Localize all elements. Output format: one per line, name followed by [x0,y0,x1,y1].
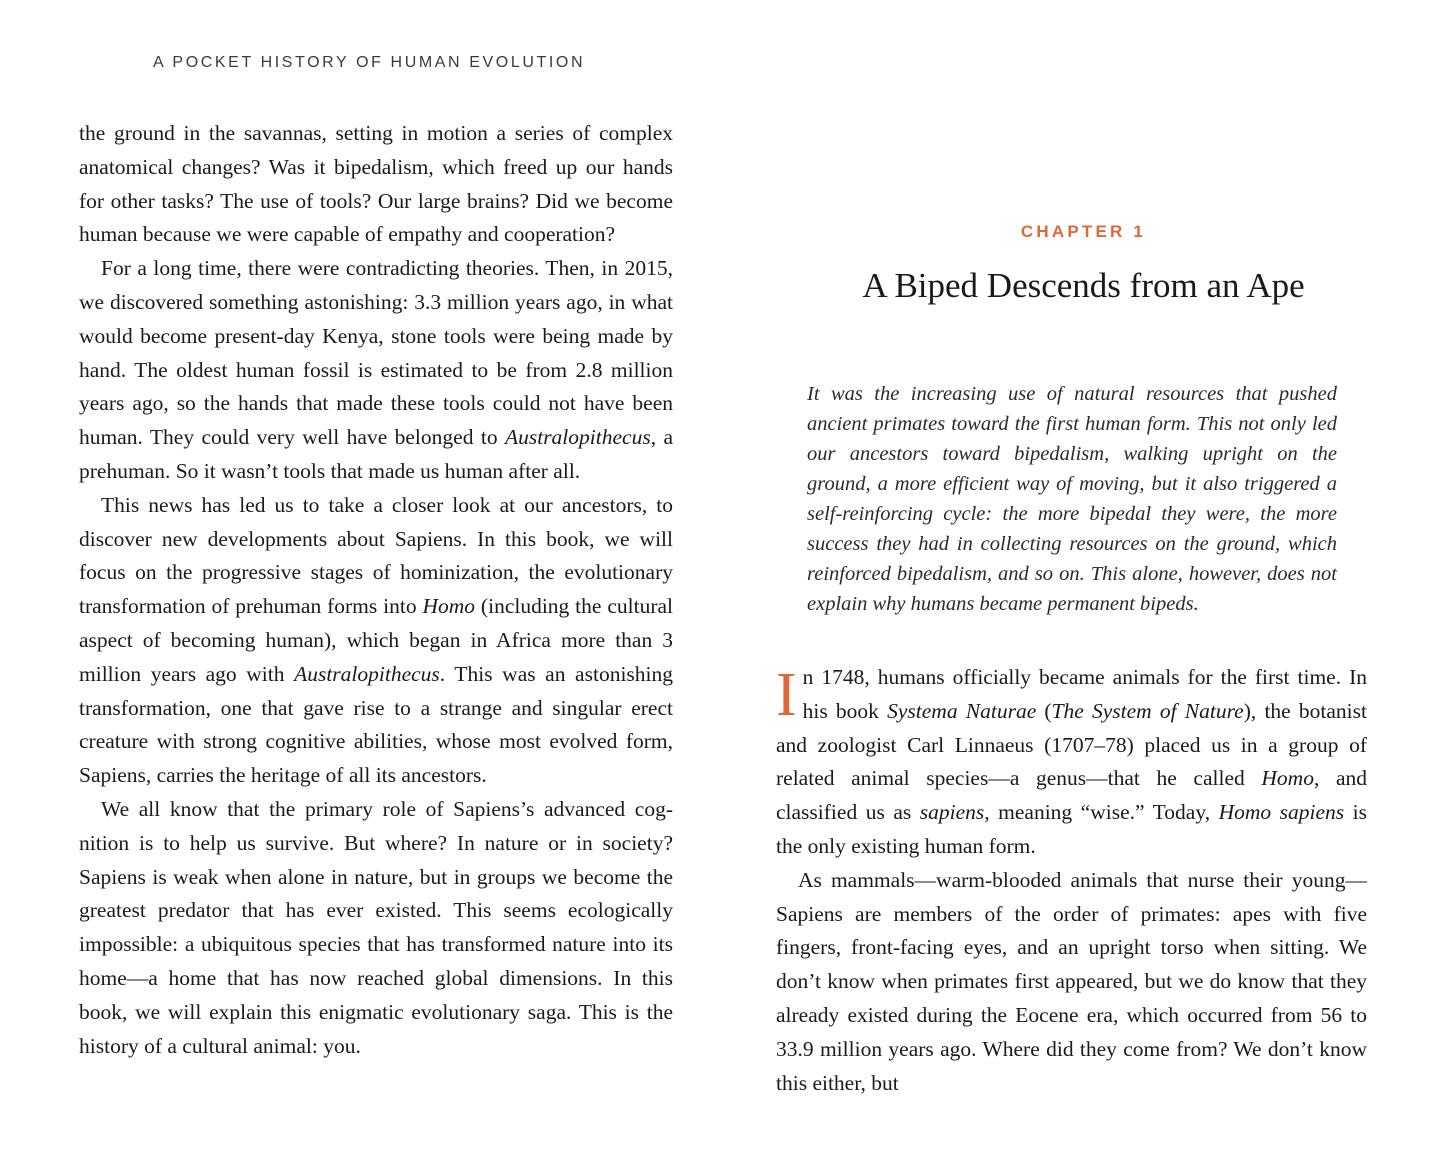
italic-text: Homo [1261,766,1314,791]
chapter-title: A Biped Descends from an Ape [862,266,1305,305]
text-run: (including the cultural aspect of becoming human), which began in Africa more than 3 million years ago with [79,594,673,686]
paragraph [79,793,673,1063]
left-page [0,0,722,1154]
text-run: We all know that the primary role of Sapiens’s advanced cognition is to help us survive. But where? In nature or in society? Sapiens is weak when alone in nature, but in groups we become the greatest predator that has ever existed. This seems ecologically impossible: a ubiquitous species that has transformed nature into its home—a home that has now reached global dimensions. In this book, we will explain this enigmatic evolutionary saga. This is the history of a cultural animal: you. [79,796,673,1058]
italic-text: The System of Nature [1051,698,1244,723]
italic-text: sapiens [919,800,985,825]
chapter-epigraph: It was the increasing use of natural resources that pushed ancient primates toward the first human form. This not only led our ancestors toward bipedalism, walking upright on the ground, a more efficient way of moving, but it also triggered a self-reinforcing cycle: the more bipedal they were, the more success they had in collecting resources on the ground, which reinforced bipedalism, and so on. This alone, however, does not explain why humans became permanent bipeds. [807,383,1337,615]
text-run: ), the botanist and zoologist Carl Linnaeus (1707–78) placed us in a group of related animal species—a genus—that he called [776,698,1367,791]
chapter-body-text [776,661,1367,1100]
text-run: the ground in the savannas, setting in motion a series of complex anatomical changes? Was it bipedalism, which freed up our hands for other tasks? The use of tools? Our large brains? Did we become human because we were capable of empathy and cooperation? [79,121,673,247]
text-run: is the only existing human form. [776,800,1367,858]
right-page [722,0,1445,1154]
italic-text: Systema Naturae [887,698,1037,723]
paragraph [79,252,673,489]
paragraph [79,117,673,252]
left-body-text [79,117,673,1063]
text-run: ( [1036,698,1052,723]
chapter-label: CHAPTER 1 [1020,222,1147,241]
text-run: As mammals—warm-blooded animals that nurse their young—Sapiens are members of the order of primates: apes with five fingers, front-facing eyes, and an upright torso when sitting. We don’t know when primates first appeared, but we do know that they already existed during the Eocene era, which occurred from 56 to 33.9 million years ago. Where did they come from? We don’t know this either, but [776,867,1367,1095]
text-run: , and classified us as [776,766,1367,825]
paragraph-opening [776,661,1367,864]
italic-text: Australopithecus [504,425,651,450]
text-run: . This was an astonishing transformation, one that gave rise to a strange and singular erect creature with strong cognitive abilities, whose most evolved form, Sapiens, carries the heritage of all its ancestors. [79,661,674,788]
opening-text [776,661,1367,858]
italic-text: Homo [422,594,476,619]
paragraph [79,489,673,793]
drop-cap: I [776,661,797,729]
text-run: For a long time, there were contradicting theories. Then, in 2015, we discovered something astonishing: 3.3 million years ago, in what would become present-day Kenya, stone tools were being made by hand. The oldest human fossil is estimated to be from 2.8 million years ago, so the hands that made these tools could not have been human. They could very well have belonged to [79,256,673,450]
text-run: This news has led us to take a closer look at our ancestors, to discover new developments about Sapiens. In this book, we will focus on the progressive stages of hominization, the evolutionary transformation of prehuman forms into [79,492,673,619]
running-head: A POCKET HISTORY OF HUMAN EVOLUTION [153,54,586,71]
italic-text: Australopithecus [294,661,440,686]
text-run: n 1748, humans officially became animals for the first time. In his book [802,665,1367,723]
text-run: , a prehuman. So it wasn’t tools that made us human after all. [79,425,674,483]
italic-text: Homo sapiens [1218,800,1345,825]
paragraph [776,864,1367,1101]
text-run: , meaning “wise.” Today, [984,800,1219,825]
